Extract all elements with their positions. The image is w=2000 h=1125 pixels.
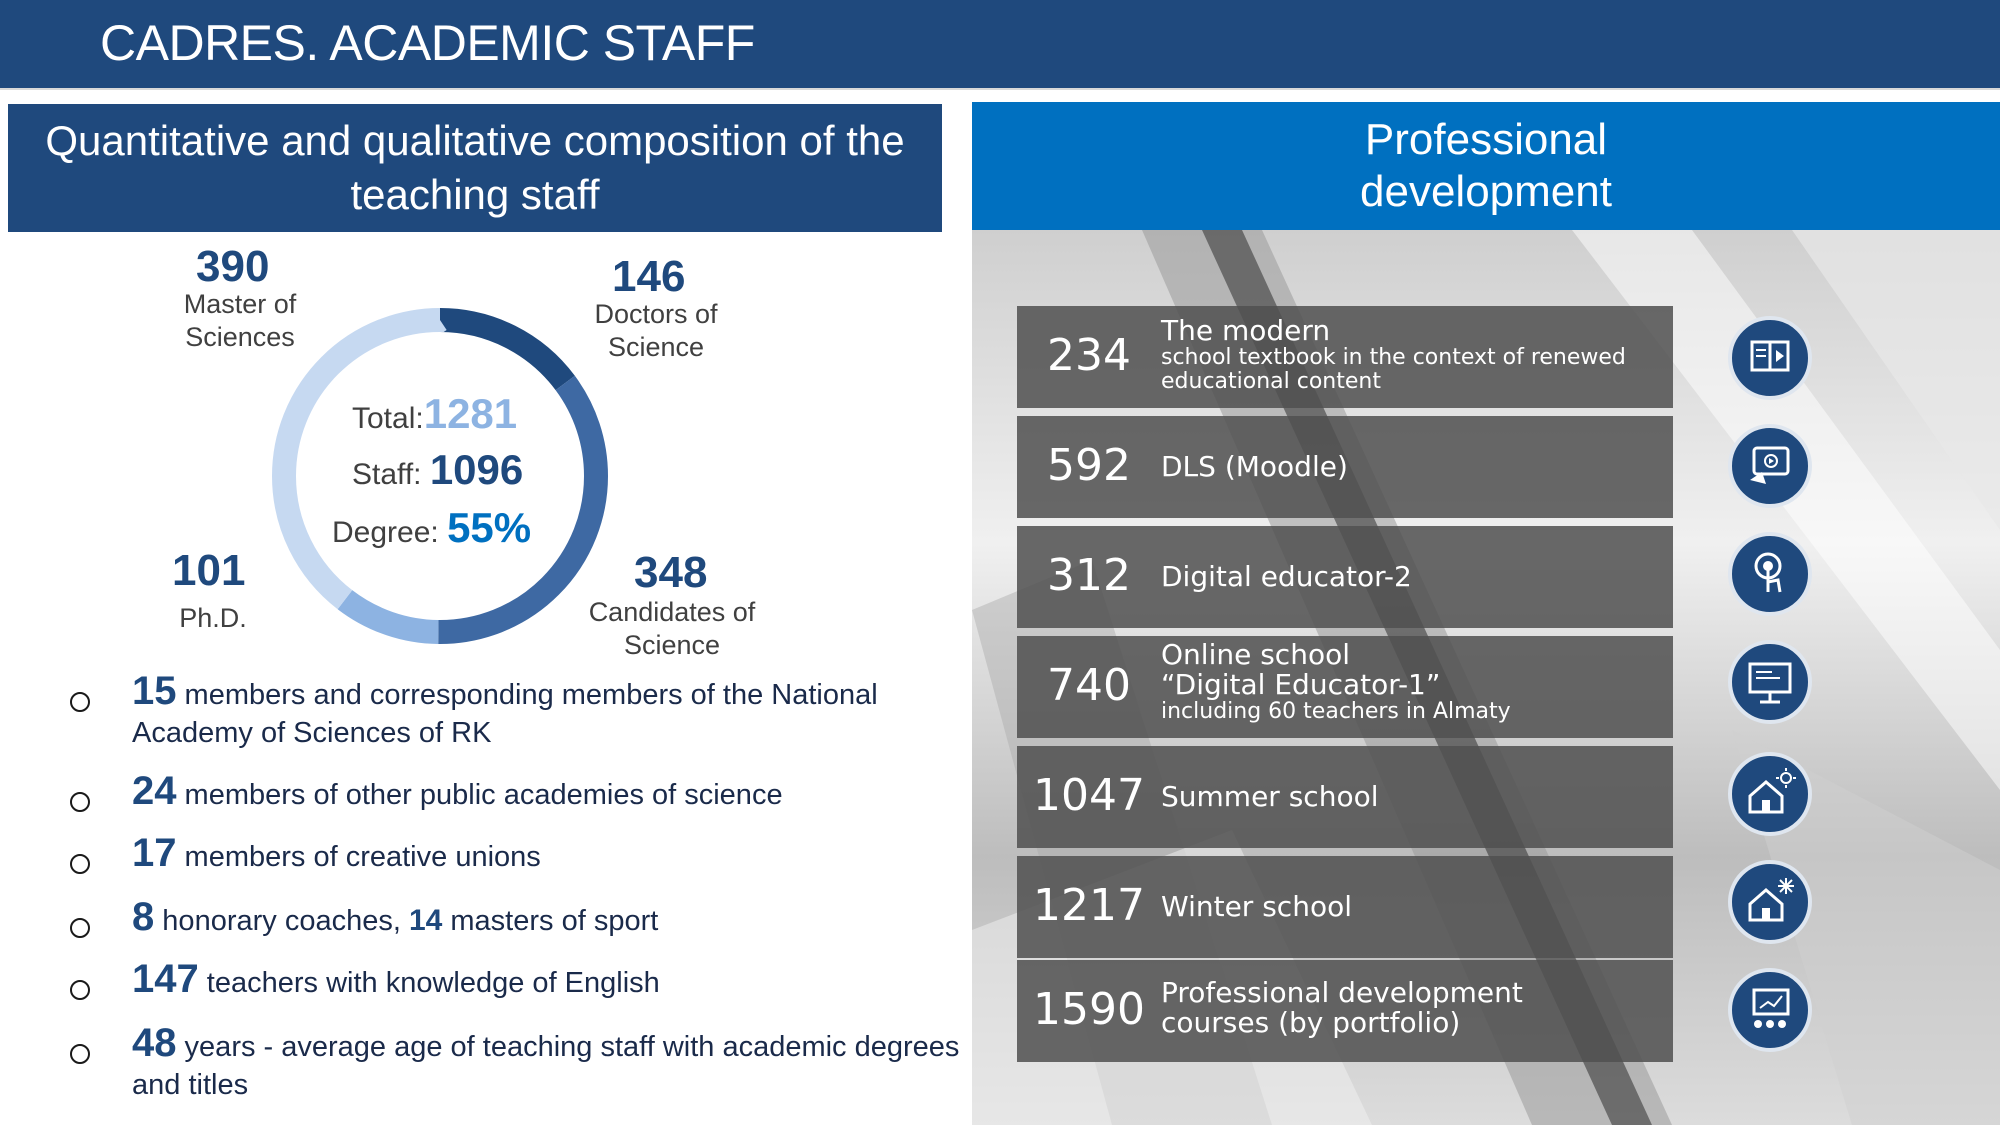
row-value: 1047 — [1033, 770, 1145, 821]
composition-heading: Quantitative and qualitative composition of the teaching staff — [45, 117, 905, 218]
summer-school-icon — [1728, 752, 1812, 836]
row-title: Winter school — [1161, 890, 1352, 923]
degree-value: 55% — [447, 504, 532, 551]
list-item — [1017, 746, 1673, 848]
row-title: The modern — [1161, 314, 1331, 347]
bullet-number: 48 — [132, 1021, 177, 1065]
page-title: CADRES. ACADEMIC STAFF — [100, 15, 755, 71]
bullet-circle-icon — [70, 692, 90, 712]
online-learning-icon — [1728, 424, 1812, 508]
row-title-line2: “Digital Educator-1” — [1161, 668, 1441, 701]
bullet-number: 17 — [132, 831, 177, 875]
bullet-circle-icon — [70, 1044, 90, 1064]
doctors-count: 146 — [612, 252, 686, 301]
list-item — [1017, 960, 1673, 1062]
row-value: 740 — [1047, 660, 1131, 711]
bullet-circle-icon — [70, 792, 90, 812]
total-value: 1281 — [423, 390, 518, 437]
bullet-text: honorary coaches, — [154, 905, 409, 937]
bullet-text-secondary: masters of sport — [442, 905, 659, 937]
row-value: 1590 — [1033, 984, 1145, 1035]
professional-development-heading: Professional development — [1360, 115, 1612, 216]
row-title: Professional development — [1161, 976, 1523, 1009]
winter-school-icon — [1728, 860, 1812, 944]
master-count: 390 — [196, 242, 270, 291]
bullet-circle-icon — [70, 980, 90, 1000]
bullet-circle-icon — [70, 918, 90, 938]
professional-development-heading-box — [972, 102, 2000, 230]
degree-line — [332, 504, 531, 552]
candidates-label: Candidates of Science — [588, 597, 756, 660]
staff-label: Staff: — [352, 458, 430, 491]
row-title: Summer school — [1161, 780, 1379, 813]
bullet-number-secondary: 14 — [408, 904, 443, 937]
row-value: 234 — [1047, 330, 1131, 381]
bullet-text: teachers with knowledge of English — [198, 967, 660, 999]
presentation-icon — [1728, 640, 1812, 724]
row-value: 592 — [1047, 440, 1131, 491]
candidates-count: 348 — [634, 548, 708, 597]
list-item — [1017, 636, 1673, 738]
master-label: Master of Sciences — [183, 289, 297, 352]
header-divider — [0, 88, 2000, 90]
row-title: DLS (Moodle) — [1161, 450, 1348, 483]
bullet-text: years - average age of teaching staff with academic degrees and titles — [132, 1031, 960, 1101]
row-title-line2: courses (by portfolio) — [1161, 1006, 1461, 1039]
bullet-text: members and corresponding members of the National Academy of Sciences of RK — [132, 679, 878, 749]
row-value: 312 — [1047, 550, 1131, 601]
bullet-number: 15 — [132, 669, 177, 713]
list-item — [1017, 306, 1673, 408]
row-subtitle: school textbook in the context of renewed educational content — [1161, 345, 1626, 394]
total-label: Total: — [352, 402, 424, 435]
bullet-number: 147 — [132, 957, 199, 1001]
degree-label: Degree: — [332, 516, 448, 549]
bullet-circle-icon — [70, 854, 90, 874]
row-subtitle: including 60 teachers in Almaty — [1161, 699, 1511, 724]
courses-icon — [1728, 968, 1812, 1052]
list-item — [1017, 526, 1673, 628]
list-item — [1017, 416, 1673, 518]
doctors-label: Doctors of Science — [594, 299, 718, 362]
composition-heading-box — [8, 104, 942, 232]
row-title: Digital educator-2 — [1161, 560, 1412, 593]
header-bar — [0, 0, 2000, 90]
row-title: Online school — [1161, 638, 1350, 671]
textbook-icon — [1728, 316, 1812, 400]
bullet-number: 24 — [132, 769, 177, 813]
bullet-text: members of other public academies of science — [176, 779, 783, 811]
list-item — [1017, 856, 1673, 958]
touch-icon — [1728, 532, 1812, 616]
staff-value: 1096 — [429, 446, 524, 493]
bullet-number: 8 — [132, 895, 155, 939]
phd-count: 101 — [172, 546, 246, 595]
total-line — [352, 390, 517, 438]
phd-label: Ph.D. — [179, 603, 247, 633]
staff-line — [352, 446, 523, 494]
row-value: 1217 — [1033, 880, 1145, 931]
bullet-text: members of creative unions — [176, 841, 541, 873]
